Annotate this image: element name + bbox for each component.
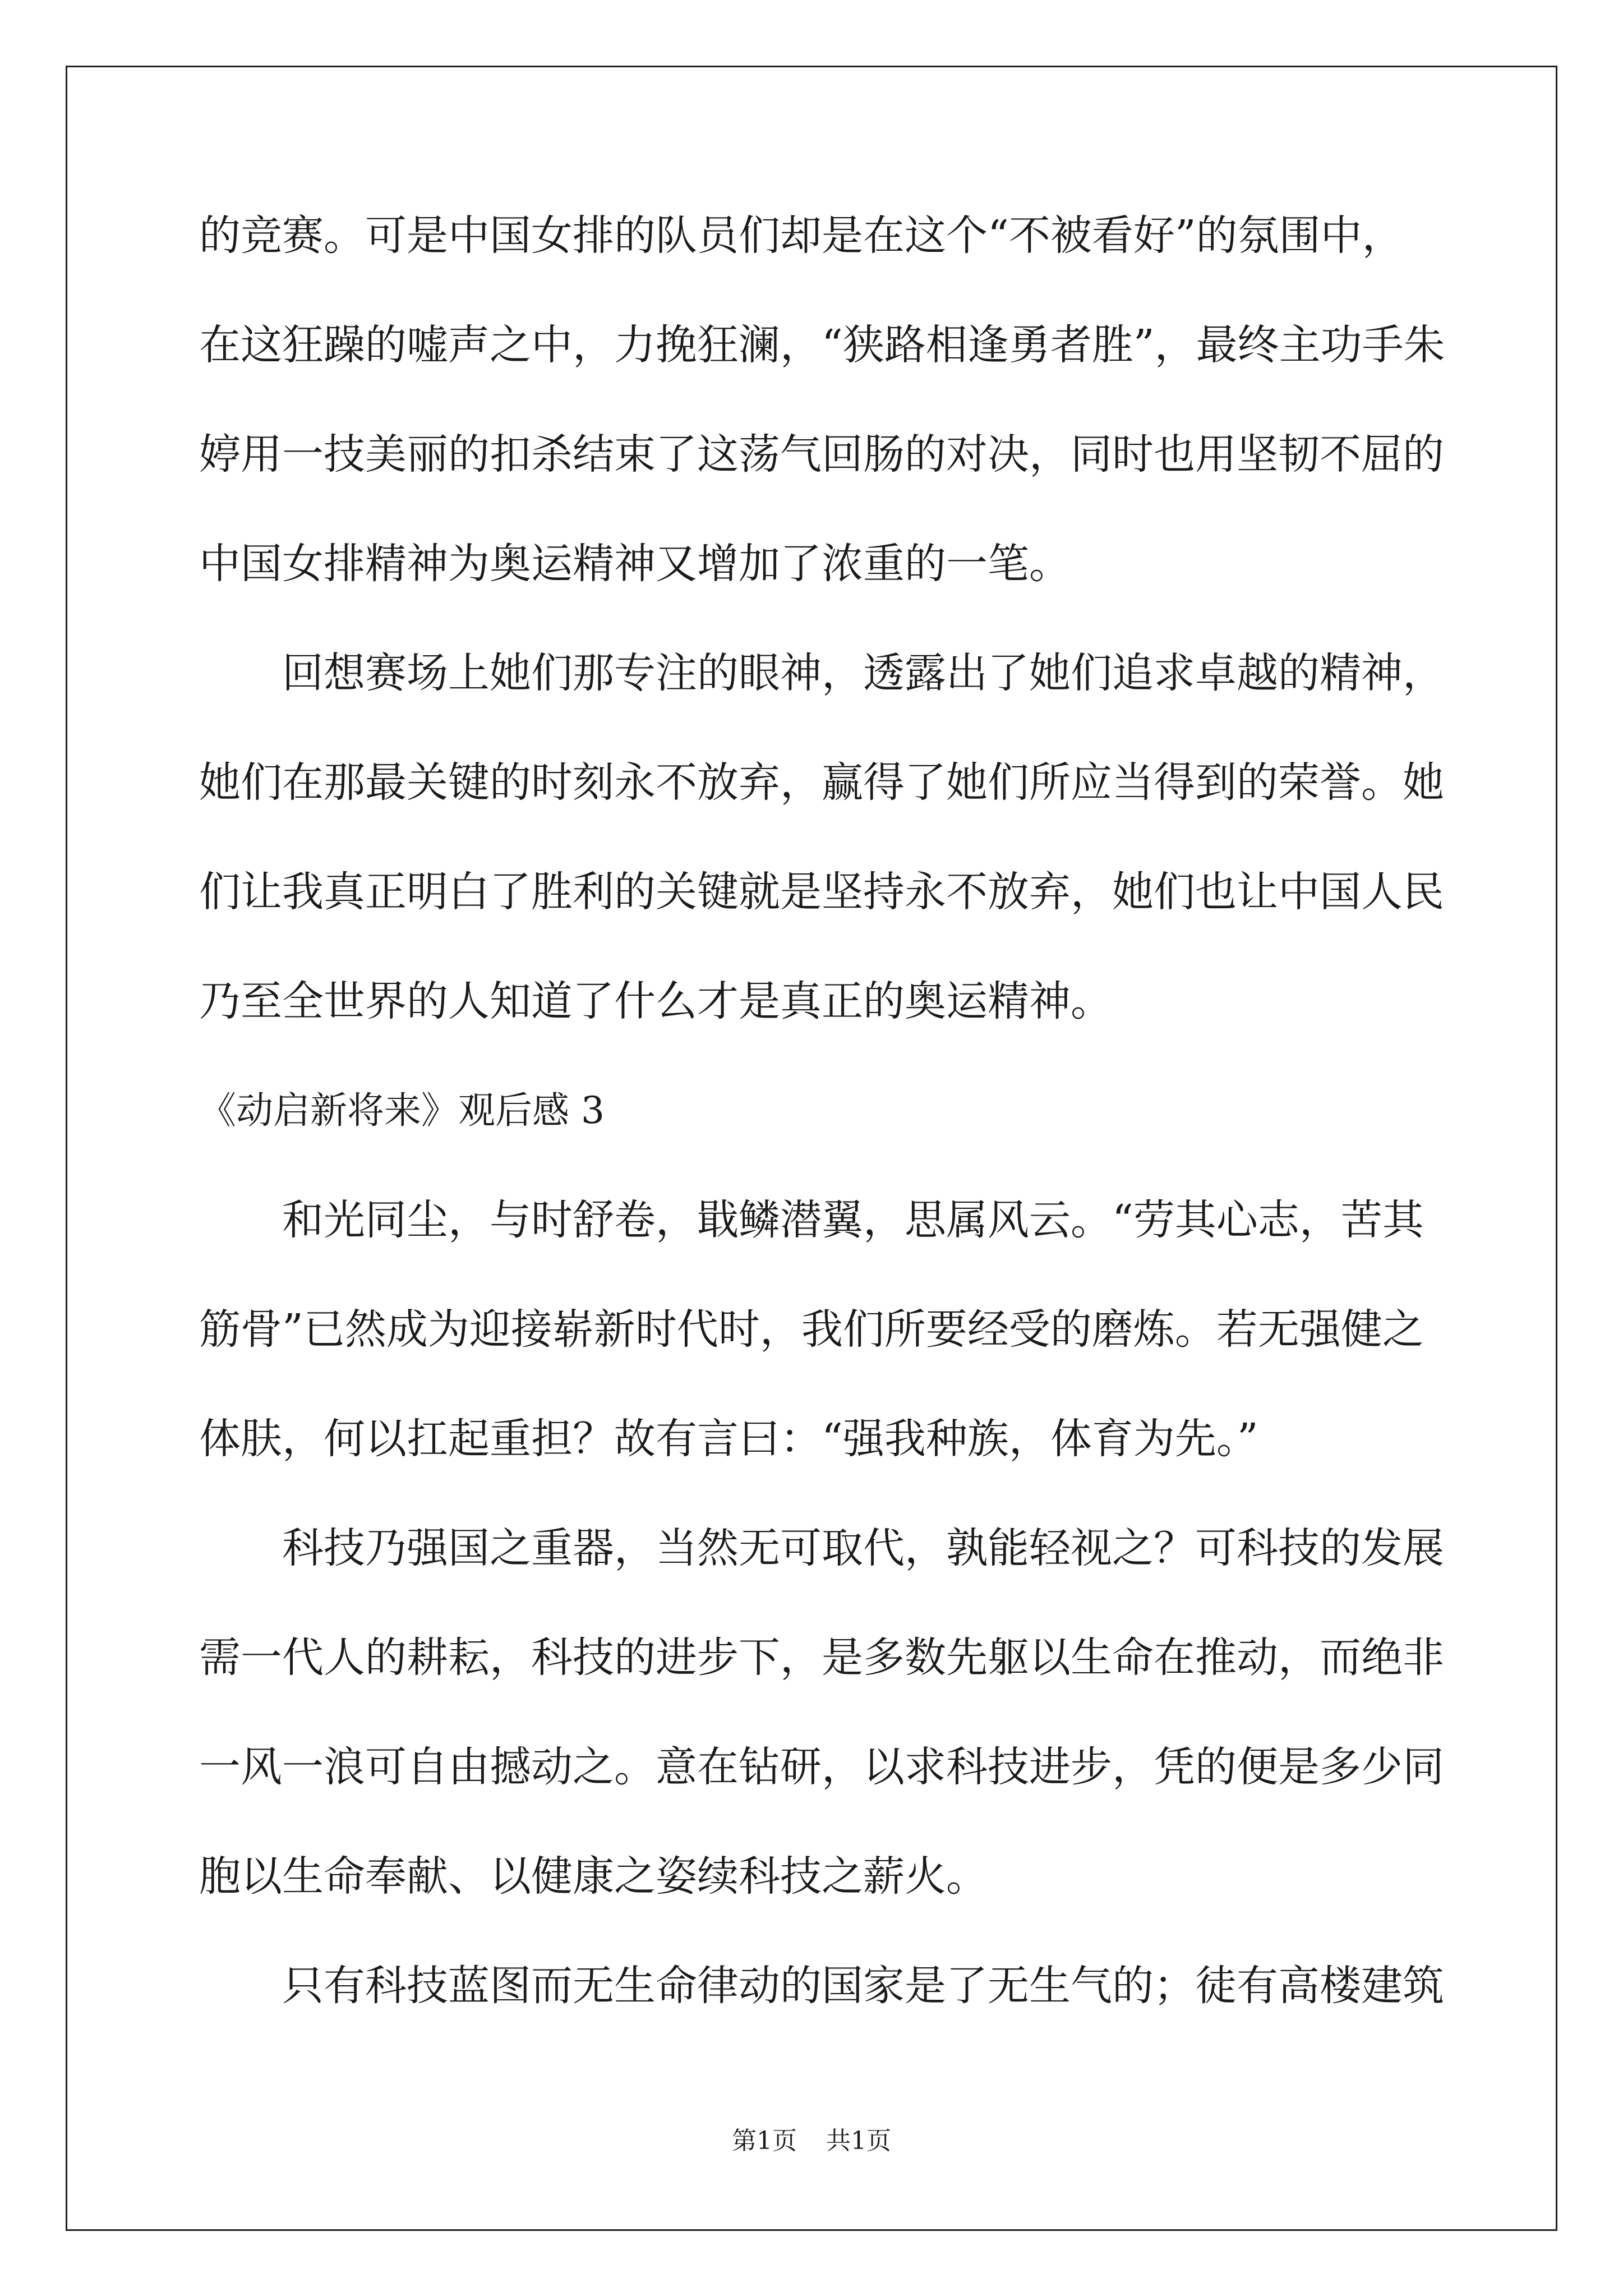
paragraph-start-line: 科技乃强国之重器，当然无可取代，孰能轻视之？可科技的发展 [282, 1524, 1444, 1572]
text-line: 乃至全世界的人知道了什么才是真正的奥运精神。 [199, 977, 1112, 1025]
document-body [199, 202, 1445, 2062]
text-line: 们让我真正明白了胜利的关键就是坚持永不放弃，她们也让中国人民 [199, 868, 1444, 916]
page-footer [0, 2120, 1623, 2156]
text-line: 中国女排精神为奥运精神又增加了浓重的一笔。 [199, 540, 1071, 588]
text-line: 体肤，何以扛起重担？故有言曰：“强我种族，体育为先。” [199, 1415, 1258, 1463]
text-line: 在这狂躁的嘘声之中，力挽狂澜，“狭路相逢勇者胜”，最终主功手朱 [199, 321, 1445, 369]
text-line: 她们在那最关键的时刻永不放弃，赢得了她们所应当得到的荣誉。她 [199, 758, 1444, 807]
text-line: 需一代人的耕耘，科技的进步下，是多数先躯以生命在推动，而绝非 [199, 1634, 1444, 1682]
paragraph-start-line: 回想赛场上她们那专注的眼神，透露出了她们追求卓越的精神， [282, 649, 1444, 697]
text-line: 一风一浪可自由撼动之。意在钻研，以求科技进步，凭的便是多少同 [199, 1743, 1444, 1791]
text-line: 的竞赛。可是中国女排的队员们却是在这个“不被看好”的氛围中， [199, 211, 1404, 260]
page-total: 共1页 [826, 2127, 891, 2155]
text-line: 胞以生命奉献、以健康之姿续科技之薪火。 [199, 1852, 988, 1901]
section-heading: 《动启新将来》观后感 3 [199, 1089, 605, 1132]
paragraph-start-line: 只有科技蓝图而无生命律动的国家是了无生气的；徒有高楼建筑 [282, 1962, 1444, 2010]
paragraph-start-line: 和光同尘，与时舒卷，戢鳞潜翼，思属风云。“劳其心志，苦其 [282, 1196, 1424, 1244]
text-line: 筋骨”已然成为迎接崭新时代时，我们所要经受的磨炼。若无强健之 [199, 1305, 1424, 1354]
page-number: 第1页 [732, 2127, 797, 2155]
text-line: 婷用一技美丽的扣杀结束了这荡气回肠的对决，同时也用坚韧不屈的 [199, 430, 1444, 478]
